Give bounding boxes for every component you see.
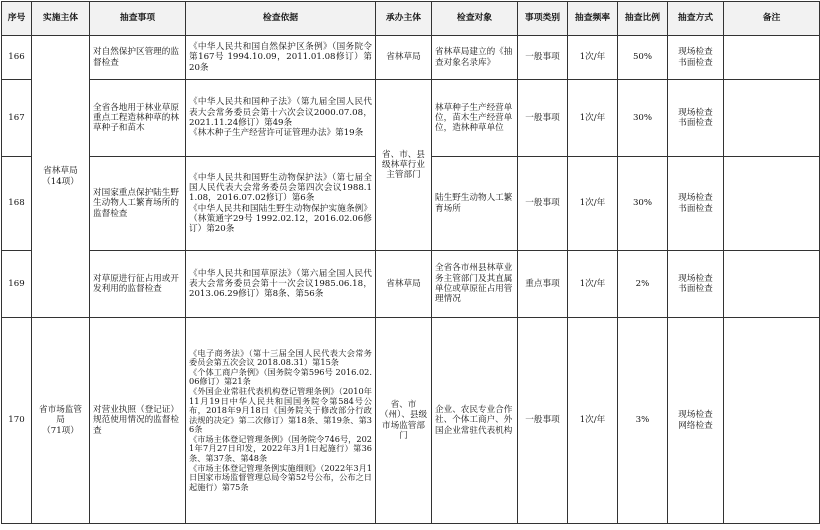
seq-cell: 170 [2,318,32,524]
type-cell: 一般事项 [518,157,568,251]
note-cell [724,318,820,524]
basis-line: 《林木种子生产经营许可证管理办法》第19条 [189,128,364,139]
table-row [2,251,820,318]
seq-cell: 169 [2,251,32,318]
method-cell: 现场检查 网络检查 [668,318,724,524]
item-cell: 对草原进行征占用或开发利用的监督检查 [90,251,186,318]
basis-cell [186,318,376,524]
header-note: 备注 [724,2,820,36]
type-cell: 重点事项 [518,251,568,318]
header-target: 检查对象 [432,2,518,36]
org-cell: 省林草局 [376,251,432,318]
type-cell: 一般事项 [518,80,568,157]
header-method: 抽查方式 [668,2,724,36]
header-basis: 检查依据 [186,2,376,36]
type-cell: 一般事项 [518,318,568,524]
basis-line: 《个体工商户条例》（国务院令第596号 2016.02.06修订）第21条 [189,366,372,387]
method-cell: 现场检查 书面检查 [668,36,724,80]
basis-line: 《中华人民共和国草原法》（第六届全国人民代表大会常务委员会第十一次会议1985.06.18，2013.06.29修订）第8条、第56条 [189,268,372,300]
basis-line: 《中华人民共和国种子法》（第九届全国人民代表大会常务委员会第十六次会议2000.07.08，2021.11.24修订）第49条 [189,97,372,128]
target-cell: 省林草局建立的《抽查对象名录库》 [432,36,518,80]
freq-cell: 1次/年 [568,251,618,318]
ratio-cell: 3% [618,318,668,524]
item-cell: 全省各地用于林业草原重点工程造林种草的林草种子和苗木 [90,80,186,157]
item-cell: 对国家重点保护陆生野生动物人工繁育场所的监督检查 [90,157,186,251]
header-ratio: 抽查比例 [618,2,668,36]
seq-cell: 167 [2,80,32,157]
basis-line: 《外国企业常驻代表机构登记管理条例》（2010年11月19日中华人民共和国国务院令第584号公布，2018年9月18日《国务院关于修改部分行政法规的决定》第二次修订）第18条、第19条、第36条 [189,385,372,435]
note-cell [724,36,820,80]
header-type: 事项类别 [518,2,568,36]
header-row [2,2,820,36]
method-cell: 现场检查 书面检查 [668,251,724,318]
header-subject: 实施主体 [32,2,90,36]
inspection-table [1,1,820,524]
org-cell: 省、市、县级林草行业主管部门 [376,80,432,251]
target-cell: 企业、农民专业合作社、个体工商户、外国企业常驻代表机构 [432,318,518,524]
basis-line: 《电子商务法》（第十三届全国人民代表大会常务委员会第五次会议 2018.08.31）第15条 [189,347,372,368]
subject-cell [32,318,90,524]
header-freq: 抽查频率 [568,2,618,36]
basis-line: 《市场主体登记管理条例》（国务院令746号，2021年7月27日印发，2022年3月1日起施行）第36条、第37条、第48条 [189,433,372,464]
type-cell: 一般事项 [518,36,568,80]
basis-cell [186,251,376,318]
freq-cell: 1次/年 [568,36,618,80]
basis-cell [186,157,376,251]
note-cell [724,157,820,251]
target-cell: 陆生野生动物人工繁育场所 [432,157,518,251]
freq-cell: 1次/年 [568,157,618,251]
basis-line: 《市场主体登记管理条例实施细则》（2022年3月1日国家市场监督管理总局令第52号公布，公布之日起施行）第75条 [189,462,372,492]
table-row [2,36,820,80]
freq-cell: 1次/年 [568,318,618,524]
subject-label: 省市场监管局 （71项） [39,405,82,436]
ratio-cell: 30% [618,80,668,157]
basis-line: 《中华人民共和国自然保护区条例》（国务院令第167号 1994.10.09，2011.01.08修订）第20条 [189,42,372,73]
seq-cell: 168 [2,157,32,251]
target-cell: 林草种子生产经营单位，苗木生产经营单位，造林种草单位 [432,80,518,157]
freq-cell: 1次/年 [568,80,618,157]
ratio-cell: 30% [618,157,668,251]
basis-cell [186,36,376,80]
item-cell: 对营业执照（登记证）规范使用情况的监督检查 [90,318,186,524]
org-cell: 省、市（州）、县级市场监管部门 [376,318,432,524]
header-seq: 序号 [2,2,32,36]
method-cell: 现场检查 书面检查 [668,157,724,251]
ratio-cell: 50% [618,36,668,80]
subject-label: 省林草局 （14项） [42,166,79,187]
table-row [2,80,820,157]
table-row [2,318,820,524]
org-cell: 省林草局 [376,36,432,80]
header-item: 抽查事项 [90,2,186,36]
header-org: 承办主体 [376,2,432,36]
ratio-cell: 2% [618,251,668,318]
basis-line: 《中华人民共和国陆生野生动物保护实施条例》（林策通字29号 1992.02.12，2016.02.06修订）第20条 [189,203,372,235]
method-cell: 现场检查 书面检查 [668,80,724,157]
subject-cell [32,36,90,318]
note-cell [724,251,820,318]
note-cell [724,80,820,157]
basis-line: 《中华人民共和国野生动物保护法》（第七届全国人民代表大会常务委员会第四次会议1988.11.08，2016.07.02修订）第6条 [189,172,372,204]
item-cell: 对自然保护区管理的监督检查 [90,36,186,80]
seq-cell: 166 [2,36,32,80]
basis-cell [186,80,376,157]
target-cell: 全省各市州县林草业务主管部门及其直属单位或草原征占用管理情况 [432,251,518,318]
